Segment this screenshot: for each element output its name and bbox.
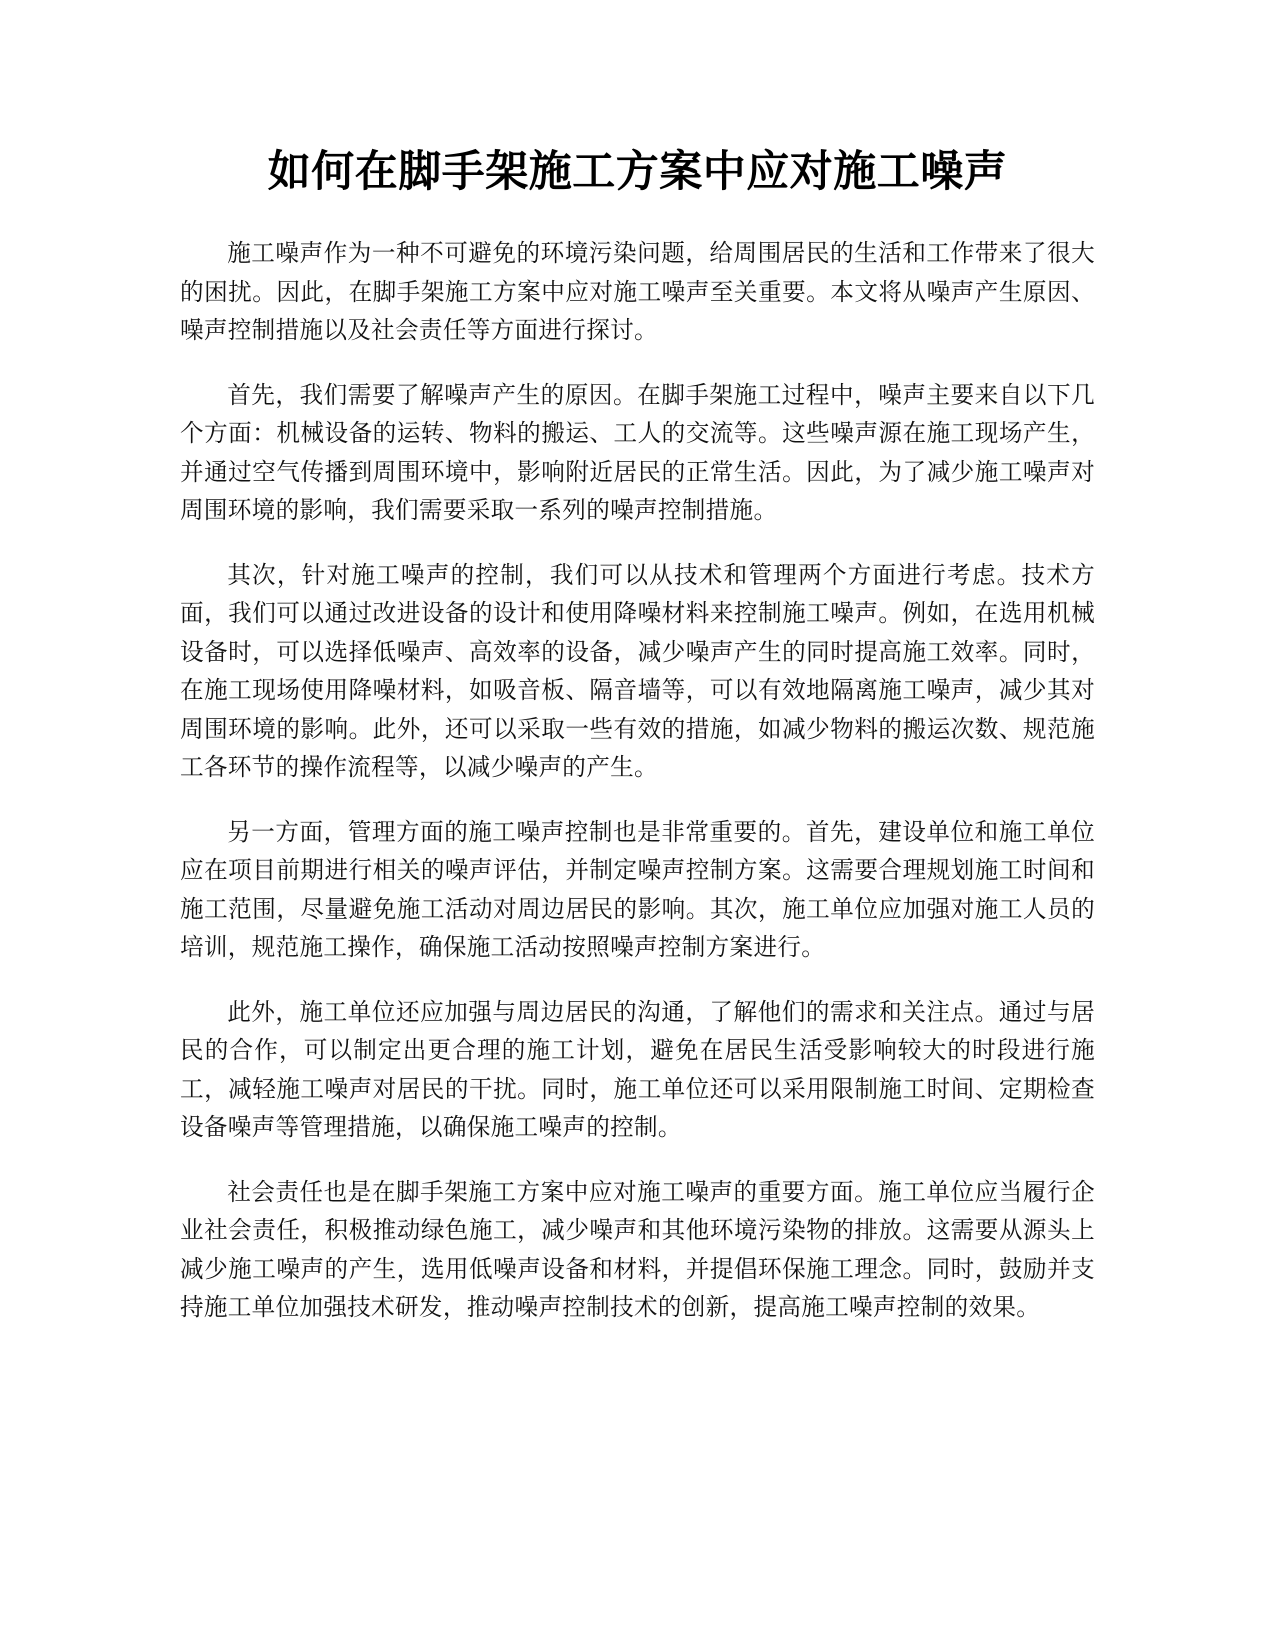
paragraph-resident-communication: 此外，施工单位还应加强与周边居民的沟通，了解他们的需求和关注点。通过与居民的合作，可以制定出更合理的施工计划，避免在居民生活受影响较大的时段进行施工，减轻施工噪声对居民的干扰。同时，施工单位还可以采用限制施工时间、定期检查设备噪声等管理措施，以确保施工噪声的控制。 bbox=[180, 997, 1095, 1141]
document-page bbox=[180, 140, 1095, 1353]
paragraph-technical-control: 其次，针对施工噪声的控制，我们可以从技术和管理两个方面进行考虑。技术方面，我们可以通过改进设备的设计和使用降噪材料来控制施工噪声。例如，在选用机械设备时，可以选择低噪声、高效率的设备，减少噪声产生的同时提高施工效率。同时，在施工现场使用降噪材料，如吸音板、隔音墙等，可以有效地隔离施工噪声，减少其对周围环境的影响。此外，还可以采取一些有效的措施，如减少物料的搬运次数、规范施工各环节的操作流程等，以减少噪声的产生。 bbox=[180, 560, 1095, 781]
document-title: 如何在脚手架施工方案中应对施工噪声 bbox=[267, 147, 1008, 197]
paragraph-management-control: 另一方面，管理方面的施工噪声控制也是非常重要的。首先，建设单位和施工单位应在项目前期进行相关的噪声评估，并制定噪声控制方案。这需要合理规划施工时间和施工范围，尽量避免施工活动对周边居民的影响。其次，施工单位应加强对施工人员的培训，规范施工操作，确保施工活动按照噪声控制方案进行。 bbox=[180, 817, 1095, 961]
paragraph-noise-causes: 首先，我们需要了解噪声产生的原因。在脚手架施工过程中，噪声主要来自以下几个方面：机械设备的运转、物料的搬运、工人的交流等。这些噪声源在施工现场产生，并通过空气传播到周围环境中，影响附近居民的正常生活。因此，为了减少施工噪声对周围环境的影响，我们需要采取一系列的噪声控制措施。 bbox=[180, 380, 1095, 524]
document-body bbox=[180, 234, 1095, 1327]
paragraph-social-responsibility: 社会责任也是在脚手架施工方案中应对施工噪声的重要方面。施工单位应当履行企业社会责任，积极推动绿色施工，减少噪声和其他环境污染物的排放。这需要从源头上减少施工噪声的产生，选用低噪声设备和材料，并提倡环保施工理念。同时，鼓励并支持施工单位加强技术研发，推动噪声控制技术的创新，提高施工噪声控制的效果。 bbox=[180, 1177, 1095, 1321]
paragraph-intro: 施工噪声作为一种不可避免的环境污染问题，给周围居民的生活和工作带来了很大的困扰。因此，在脚手架施工方案中应对施工噪声至关重要。本文将从噪声产生原因、噪声控制措施以及社会责任等方面进行探讨。 bbox=[180, 239, 1095, 344]
